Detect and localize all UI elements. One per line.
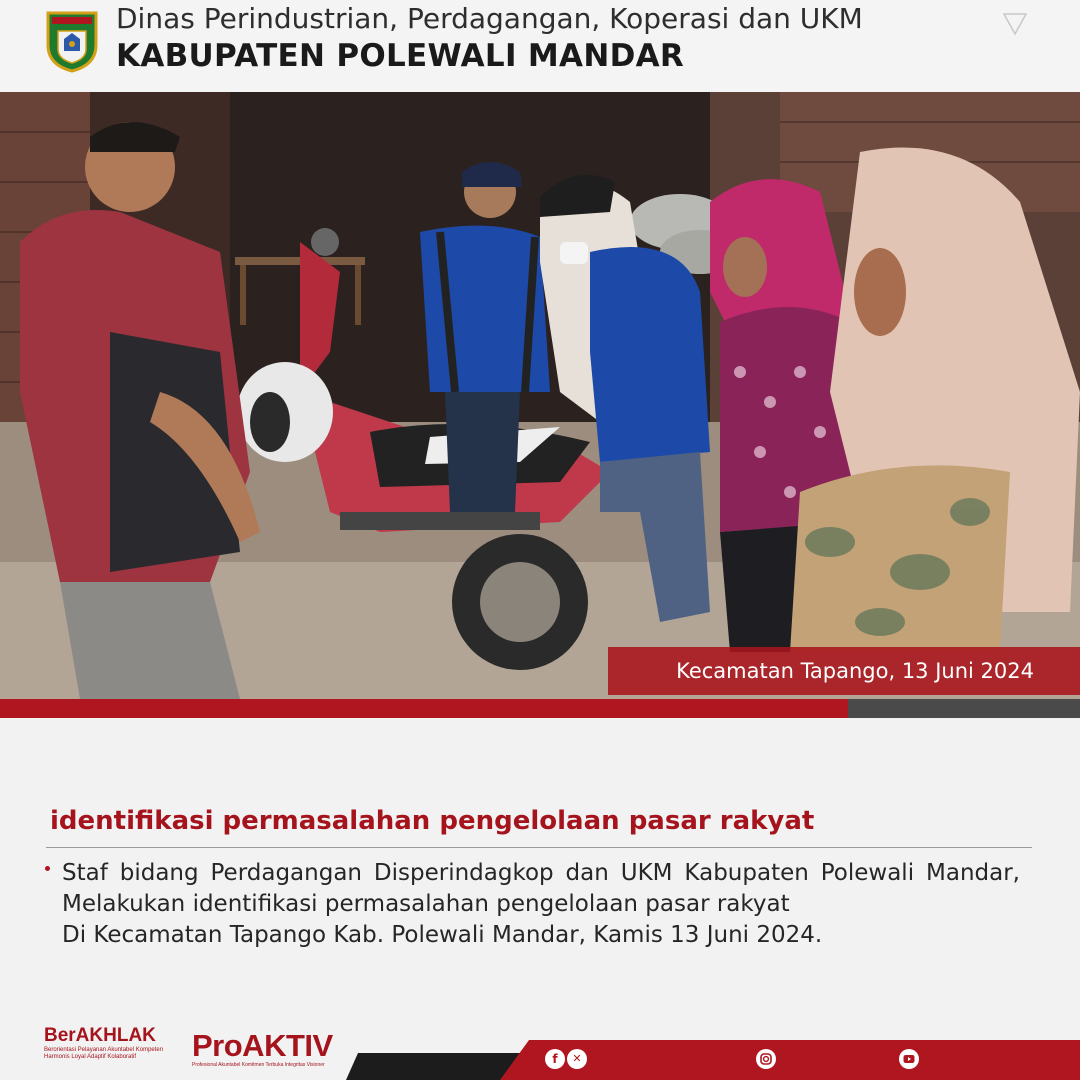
article-body [62,858,1020,951]
berakhlak-name: BerAKHLAK [44,1025,156,1046]
caption-text: Kecamatan Tapango, 13 Juni 2024 [676,659,1034,683]
agency-title: Dinas Perindustrian, Perdagangan, Koperasi dan UKM [116,2,863,35]
footer-red-band [500,1040,1080,1080]
article-section [0,718,1080,1018]
red-divider-bar [0,699,848,718]
bullet-icon [45,866,50,871]
youtube-icon[interactable] [899,1049,919,1069]
regency-crest-icon [44,9,100,73]
article-headline: identifikasi permasalahan pengelolaan pasar rakyat [50,806,815,836]
photo-caption [608,647,1080,695]
regency-title: KABUPATEN POLEWALI MANDAR [116,38,685,74]
berakhlak-tagline-2: Harmonis Loyal Adaptif Kolaboratif [44,1054,137,1060]
proaktiv-logo [192,1028,333,1068]
headline-divider [46,847,1032,848]
article-body-main: Staf bidang Perdagangan Disperindagkop dan UKM Kabupaten Polewali Mandar, Melakukan identifikasi permasalahan pengelolaan pasar rakyat [62,860,1020,917]
article-body-last: Di Kecamatan Tapango Kab. Polewali Mandar, Kamis 13 Juni 2024. [62,922,823,948]
event-photo [0,92,1080,699]
proaktiv-tagline: Profesional Akuntabel Komitmen Terbuka Integritas Visioner [192,1062,325,1068]
x-icon[interactable]: ✕ [567,1049,587,1069]
triangle-decoration-icon [1002,12,1028,36]
proaktiv-name: ProAKTIV [192,1028,333,1063]
facebook-icon[interactable]: f [545,1049,565,1069]
instagram-icon[interactable] [756,1049,776,1069]
page-header [0,0,1080,92]
dark-divider-bar [848,699,1080,718]
berakhlak-logo [44,1025,163,1061]
berakhlak-tagline-1: Berorientasi Pelayanan Akuntabel Kompeten [44,1047,164,1053]
